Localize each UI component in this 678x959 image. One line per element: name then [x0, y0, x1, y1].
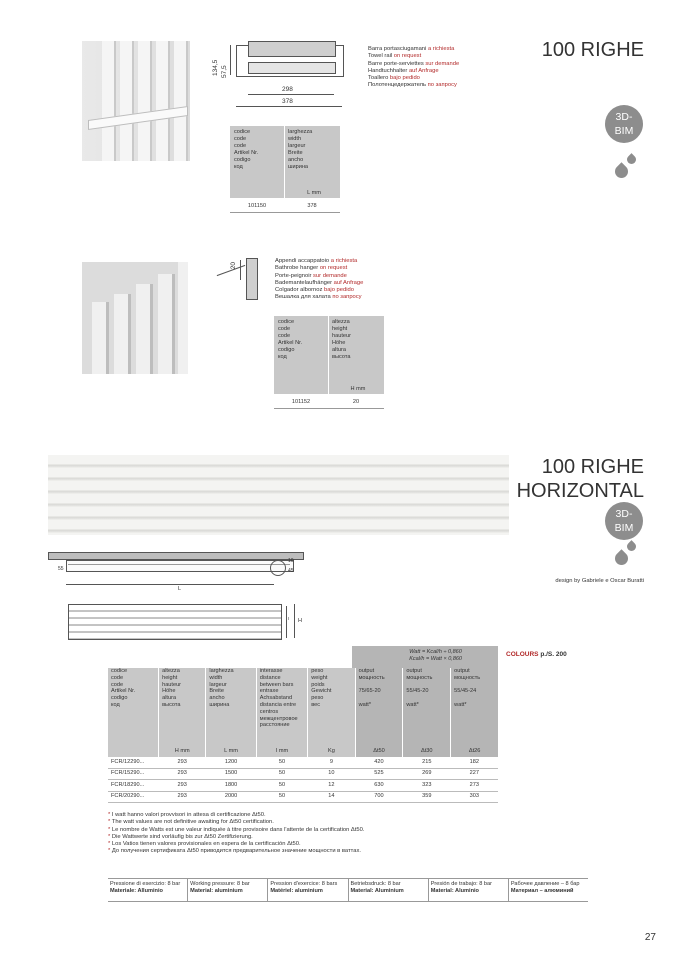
col-weight-header: peso weight poids Gewicht peso вес — [308, 668, 355, 748]
towel-rail-drawing — [212, 38, 362, 114]
bathrobe-hanger-description — [275, 258, 415, 302]
desc-line: Barra portasciugamani a richiesta — [368, 46, 455, 52]
design-credit: design by Gabriele e Oscar Buratti — [555, 578, 644, 584]
section-title-righe: 100 RIGHE — [541, 39, 644, 61]
dim-height: H — [298, 618, 302, 624]
desc-line: Handtuchhalter auf Anfrage — [368, 67, 439, 74]
table-row: FCR/15290... 293 1500 50 10 525 269 227 — [108, 768, 498, 780]
footer-spec: Рабочее давление – 8 бар Материал – алюминий — [510, 881, 580, 894]
note-line: * Los Vatios tienen valores provisionales en espera de la certificación Δt50. — [108, 841, 301, 848]
dim-width-inner: 298 — [282, 86, 293, 93]
desc-line: Bathrobe hanger on request — [275, 265, 348, 272]
note-line: * Die Wattwerte sind vorläufig bis zur Δt50 Zertifizierung. — [108, 833, 253, 840]
page-number: 27 — [644, 932, 656, 943]
desc-line: Toallero bajo pedido — [368, 75, 420, 82]
towel-rail-description — [368, 46, 498, 90]
desc-line: Bademantelaufhänger auf Anfrage — [275, 279, 364, 286]
col-code-header: codice code code Artikel Nr. codigo код — [108, 668, 159, 748]
product-table — [108, 668, 498, 803]
footer-spec: Working pressure: 8 bar Material: aluminium — [188, 879, 268, 901]
bathrobe-hanger-drawing — [212, 258, 264, 300]
desc-line: Towel rail on request — [368, 53, 422, 60]
top-view-drawing: L 55 10 45 — [48, 548, 308, 596]
dim-height-2: 57,5 — [221, 65, 228, 78]
footer-spec: Pressione di esercizio: 8 bar Materiale: Alluminio — [108, 879, 188, 901]
table-row: FCR/12290... 293 1200 50 9 420 215 182 — [108, 757, 498, 768]
towel-rail-code: 101150 — [247, 203, 267, 209]
desc-line: Colgador albornoz bajo pedido — [275, 287, 354, 294]
dim-hanger-height: 20 — [230, 262, 237, 270]
towel-rail-value: 378 — [307, 203, 317, 209]
col-output1-header: output мощность 75/65-20 watt* — [355, 668, 403, 748]
bim-badge[interactable]: 3D- BIM — [605, 502, 643, 540]
note-line: * I watt hanno valori provvisori in attesa di certificazione Δt50. — [108, 812, 266, 818]
dim-length: L — [178, 586, 182, 592]
desc-line: Вешалка для халата по запросу — [275, 294, 362, 301]
watt-notes — [108, 812, 508, 856]
bathrobe-hanger-photo — [82, 262, 188, 374]
towel-rail-table: codice code code Artikel Nr. codigo код larghezza width largeur Breite ancho ширина L mm 101150 378 — [230, 126, 340, 212]
desc-line: Полотенцедержатель по запросу — [368, 82, 457, 89]
footer-spec: Presión de trabajo: 8 bar Material: Aluminio — [429, 879, 509, 901]
watt-formula-box: Watt = Kcal/h ÷ 0,860 Kcal/h = Watt × 0,860 — [352, 646, 498, 668]
col-interaxis-header: interasse distance between bars entraxe Achsabstand distancia entre centros межцентровое расстояние — [256, 668, 307, 748]
footer-specs — [108, 878, 588, 902]
note-line: * Le nombre de Watts est une valeur indiquée à titre provisoire dans l'attente de la certification Δt50. — [108, 826, 365, 833]
front-view-drawing: I H — [68, 604, 308, 644]
col-width-header: larghezza width largeur Breite ancho ширина — [206, 668, 256, 748]
desc-line: Barre porte-serviettes sur demande — [368, 60, 460, 67]
col-height-header: altezza height hauteur Höhe altura высота — [159, 668, 206, 748]
bathrobe-hanger-table: codice code code Artikel Nr. codigo код altezza height hauteur Höhe altura высота H mm 101152 20 — [274, 316, 384, 408]
bim-badge[interactable]: 3D- BIM — [605, 105, 643, 143]
footer-spec: Pression d'exercice: 8 bars Matériel: aluminium — [268, 879, 348, 901]
units-row: H mm L mm I mm Kg Δt50 Δt30 Δt26 — [108, 748, 498, 757]
col-output3-header: output мощность 55/45-24 watt* — [451, 668, 498, 748]
desc-line: Porte-peignoir sur demande — [275, 272, 347, 279]
towel-rail-photo — [82, 41, 190, 161]
section-title-horizontal: 100 RIGHE HORIZONTAL — [516, 456, 644, 502]
table-row: FCR/20290... 293 2000 50 14 700 359 303 — [108, 791, 498, 803]
note-line: * До получения сертификата Δt50 приводится предварительное значение мощности в ваттах. — [108, 848, 361, 855]
colours-label: COLOURS p./S. 200 — [506, 651, 567, 658]
col-output2-header: output мощность 55/45-20 watt* — [403, 668, 451, 748]
footer-spec: Betriebsdruck: 8 bar Material: Aluminium — [349, 879, 429, 901]
drops-icon — [613, 542, 641, 572]
hanger-value: 20 — [352, 399, 360, 405]
dim-width-outer: 378 — [282, 98, 293, 105]
note-line: * The watt values are not definitive awaiting for Δt50 certification. — [108, 819, 274, 826]
dim-height-1: 134,5 — [212, 59, 219, 76]
hanger-code: 101152 — [291, 399, 311, 405]
drops-icon — [613, 155, 641, 185]
desc-line: Appendi accappatoio a richiesta — [275, 258, 358, 264]
horizontal-radiator-photo — [48, 455, 509, 535]
table-row: FCR/18290... 293 1800 50 12 630 323 273 — [108, 780, 498, 792]
